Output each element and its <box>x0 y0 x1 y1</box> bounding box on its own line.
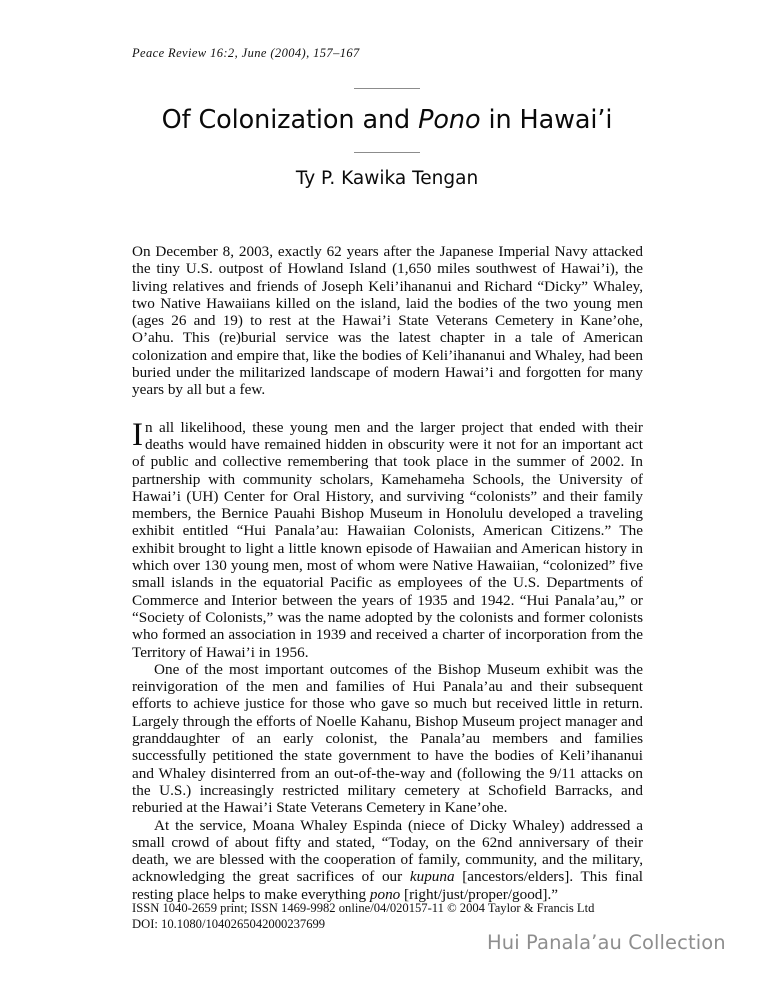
doi-line: DOI: 10.1080/1040265042000237699 <box>132 916 326 931</box>
collection-watermark: Hui Panala’au Collection <box>487 931 726 954</box>
footer-block <box>132 901 647 932</box>
title-italic-word: Pono <box>418 105 481 136</box>
running-head: Peace Review 16:2, June (2004), 157–167 <box>132 46 360 60</box>
italic-term: kupuna <box>409 868 455 886</box>
article-body <box>132 243 643 903</box>
paragraph-3: One of the most important outcomes of the Bishop Museum exhibit was the reinvigoration of the men and families of Hui Panala’au and their subsequent efforts to achieve justice for those who gave so much but received little in return. Largely through the efforts of Noelle Kahanu, Bishop Museum project manager and granddaughter of an early colonist, the Panala’au members and families successfully petitioned the state government to have the bodies of Keli’ihananui and Whaley disinterred from an out-of-the-way and (following the 9/11 attacks on the U.S.) increasingly restricted military cemetery at Schofield Barracks, and reburied at the Hawai’i State Veterans Cemetery in Kane’ohe. <box>132 660 643 817</box>
title-rule-top <box>354 88 420 89</box>
paragraph-2: In all likelihood, these young men and the larger project that ended with their deaths would have remained hidden in obscurity were it not for an important act of public and collective remembering that took place in the summer of 2002. In partnership with community scholars, Kamehameha Schools, the University of Hawai’i (UH) Center for Oral History, and surviving “colonists” and their family members, the Bernice Pauahi Bishop Museum in Honolulu developed a traveling exhibit entitled “Hui Panala’au: Hawaiian Colonists, American Citizens.” The exhibit brought to light a little known episode of Hawaiian and American history in which over 130 young men, most of whom were Native Hawaiian, “colonized” five small islands in the equatorial Pacific as employees of the U.S. Departments of Commerce and Interior between the years of 1935 and 1942. “Hui Panala’au,” or “Society of Colonists,” was the name adopted by the colonists and former colonists who formed an association in 1939 and received a charter of incorporation from the Territory of Hawai’i in 1956. <box>132 416 643 661</box>
author-name: Ty P. Kawika Tengan <box>295 168 479 189</box>
paragraph-4: At the service, Moana Whaley Espinda (niece of Dicky Whaley) addressed a small crowd of about fifty and stated, “Today, on the 62nd anniversary of their death, we are blessed with the cooperation of family, community, and the military, acknowledging the great sacrifices of our kupuna [ancestors/elders]. This final resting place helps to make everything pono [right/just/proper/good].” <box>132 816 643 903</box>
page-title <box>132 106 642 135</box>
issn-line: ISSN 1040-2659 print; ISSN 1469-9982 online/04/020157-11 © 2004 Taylor & Francis Ltd <box>132 901 595 915</box>
title-part-before: Of Colonization and <box>161 105 419 136</box>
paragraph-1: On December 8, 2003, exactly 62 years after the Japanese Imperial Navy attacked the tiny U.S. outpost of Howland Island (1,650 miles southwest of Hawai’i), the living relatives and friends of Joseph Keli’ihananui and Richard “Dicky” Whaley, two Native Hawaiians killed on the island, laid the bodies of the two young men (ages 26 and 19) to rest at the Hawai’i State Veterans Cemetery in Kane’ohe, O’ahu. This (re)burial service was the latest chapter in a tale of American colonization and empire that, like the bodies of Keli’ihananui and Whaley, had been buried under the militarized landscape of modern Hawai’i and forgotten for many years by all but a few. <box>132 243 643 399</box>
title-block <box>132 88 642 153</box>
title-part-after: in Hawai’i <box>480 105 613 136</box>
title-rule-bottom <box>354 152 420 153</box>
italic-term: pono <box>369 885 401 903</box>
